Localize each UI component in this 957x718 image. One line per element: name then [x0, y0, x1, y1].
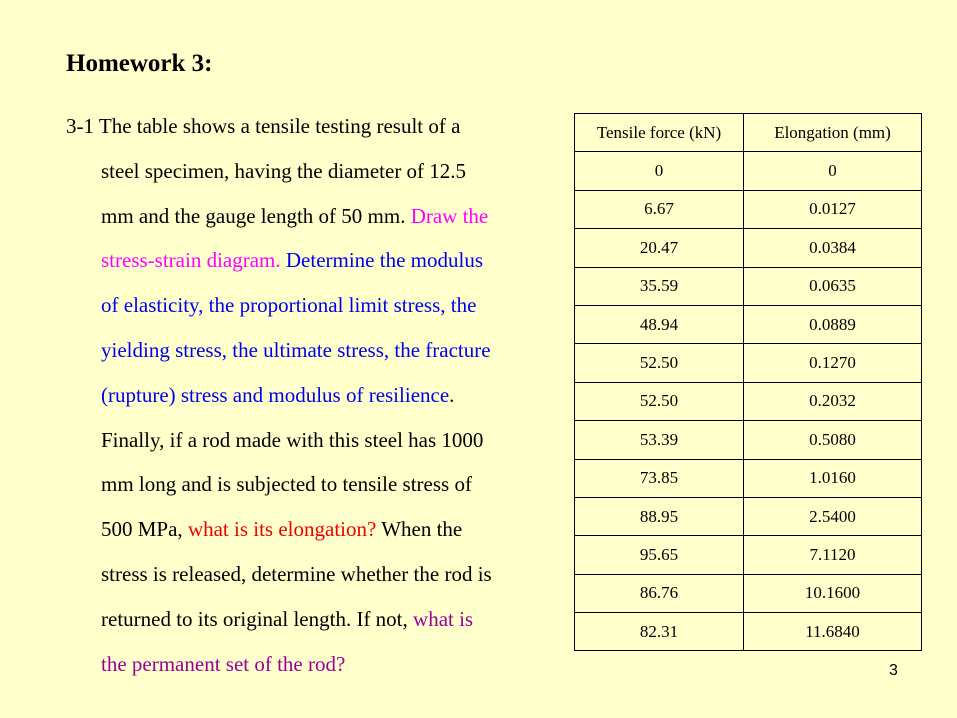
problem-text-segment: . [449, 382, 455, 407]
elongation-cell: 0.1270 [744, 344, 922, 382]
table-row [575, 267, 922, 305]
table-row [575, 459, 922, 497]
elongation-cell: 0.0889 [744, 305, 922, 343]
elongation-cell: 0.5080 [744, 421, 922, 459]
tensile-force-cell: 20.47 [575, 229, 744, 267]
problem-text-segment: 500 MPa, [101, 517, 188, 542]
table-row [575, 190, 922, 228]
elongation-cell: 7.1120 [744, 536, 922, 574]
header-elongation: Elongation (mm) [744, 114, 922, 152]
problem-text-segment: returned to its original length. If not, [101, 606, 414, 631]
problem-text-segment: mm and the gauge length of 50 mm. [101, 203, 411, 228]
table-row [575, 613, 922, 651]
table-header-row [575, 114, 922, 152]
problem-text-segment: Draw the [410, 203, 489, 228]
table-row [575, 421, 922, 459]
problem-text-segment: (rupture) stress and modulus of resilience [101, 382, 450, 407]
tensile-force-cell: 53.39 [575, 421, 744, 459]
elongation-cell: 0.2032 [744, 382, 922, 420]
problem-line [66, 418, 566, 463]
table-row [575, 152, 922, 190]
problem-line [66, 283, 566, 328]
table-row [575, 574, 922, 612]
tensile-force-cell: 52.50 [575, 382, 744, 420]
problem-line [66, 462, 566, 507]
page-title: Homework 3: [66, 50, 213, 77]
table-row [575, 229, 922, 267]
problem-text-segment: stress-strain diagram. [101, 248, 286, 273]
tensile-force-cell: 95.65 [575, 536, 744, 574]
tensile-force-cell: 88.95 [575, 497, 744, 535]
problem-text-segment: stress is released, determine whether the rod is [101, 561, 492, 586]
elongation-cell: 0.0384 [744, 229, 922, 267]
tensile-force-cell: 48.94 [575, 305, 744, 343]
problem-statement [66, 104, 566, 686]
table-row [575, 344, 922, 382]
problem-text-segment: of elasticity, the proportional limit stress, the [101, 293, 477, 318]
problem-text-segment: what is its elongation? [187, 517, 377, 542]
table-row [575, 497, 922, 535]
problem-text-segment: what is [413, 606, 474, 631]
tensile-force-cell: 82.31 [575, 613, 744, 651]
elongation-cell: 10.1600 [744, 574, 922, 612]
table-body [575, 152, 922, 651]
problem-text-segment: Determine the modulus [285, 248, 483, 273]
problem-text-segment: yielding stress, the ultimate stress, the fracture [101, 337, 491, 362]
problem-line [66, 104, 566, 149]
elongation-cell: 0.0127 [744, 190, 922, 228]
problem-line [66, 597, 566, 642]
tensile-force-cell: 0 [575, 152, 744, 190]
problem-text-segment: mm long and is subjected to tensile stress of [101, 472, 472, 497]
elongation-cell: 2.5400 [744, 497, 922, 535]
problem-text-segment: 3-1 The table shows a tensile testing result of a [66, 114, 461, 138]
problem-line [66, 328, 566, 373]
problem-line [66, 642, 566, 687]
problem-line [66, 194, 566, 239]
problem-text-segment: the permanent set of the rod? [101, 651, 346, 676]
problem-line [66, 552, 566, 597]
problem-line [66, 149, 566, 194]
tensile-force-cell: 86.76 [575, 574, 744, 612]
tensile-force-cell: 35.59 [575, 267, 744, 305]
tensile-force-cell: 52.50 [575, 344, 744, 382]
problem-text-segment: steel specimen, having the diameter of 12.5 [101, 158, 467, 183]
problem-line [66, 507, 566, 552]
elongation-cell: 0 [744, 152, 922, 190]
problem-line [66, 373, 566, 418]
header-tensile-force: Tensile force (kN) [575, 114, 744, 152]
problem-text-segment: When the [376, 517, 463, 542]
problem-text-segment: Finally, if a rod made with this steel has 1000 [101, 427, 484, 452]
tensile-force-cell: 73.85 [575, 459, 744, 497]
page-number: 3 [889, 662, 898, 679]
table-row [575, 536, 922, 574]
problem-line [66, 238, 566, 283]
elongation-cell: 0.0635 [744, 267, 922, 305]
table-row [575, 382, 922, 420]
elongation-cell: 11.6840 [744, 613, 922, 651]
tensile-force-cell: 6.67 [575, 190, 744, 228]
elongation-cell: 1.0160 [744, 459, 922, 497]
table-row [575, 305, 922, 343]
tensile-test-table [574, 113, 922, 651]
